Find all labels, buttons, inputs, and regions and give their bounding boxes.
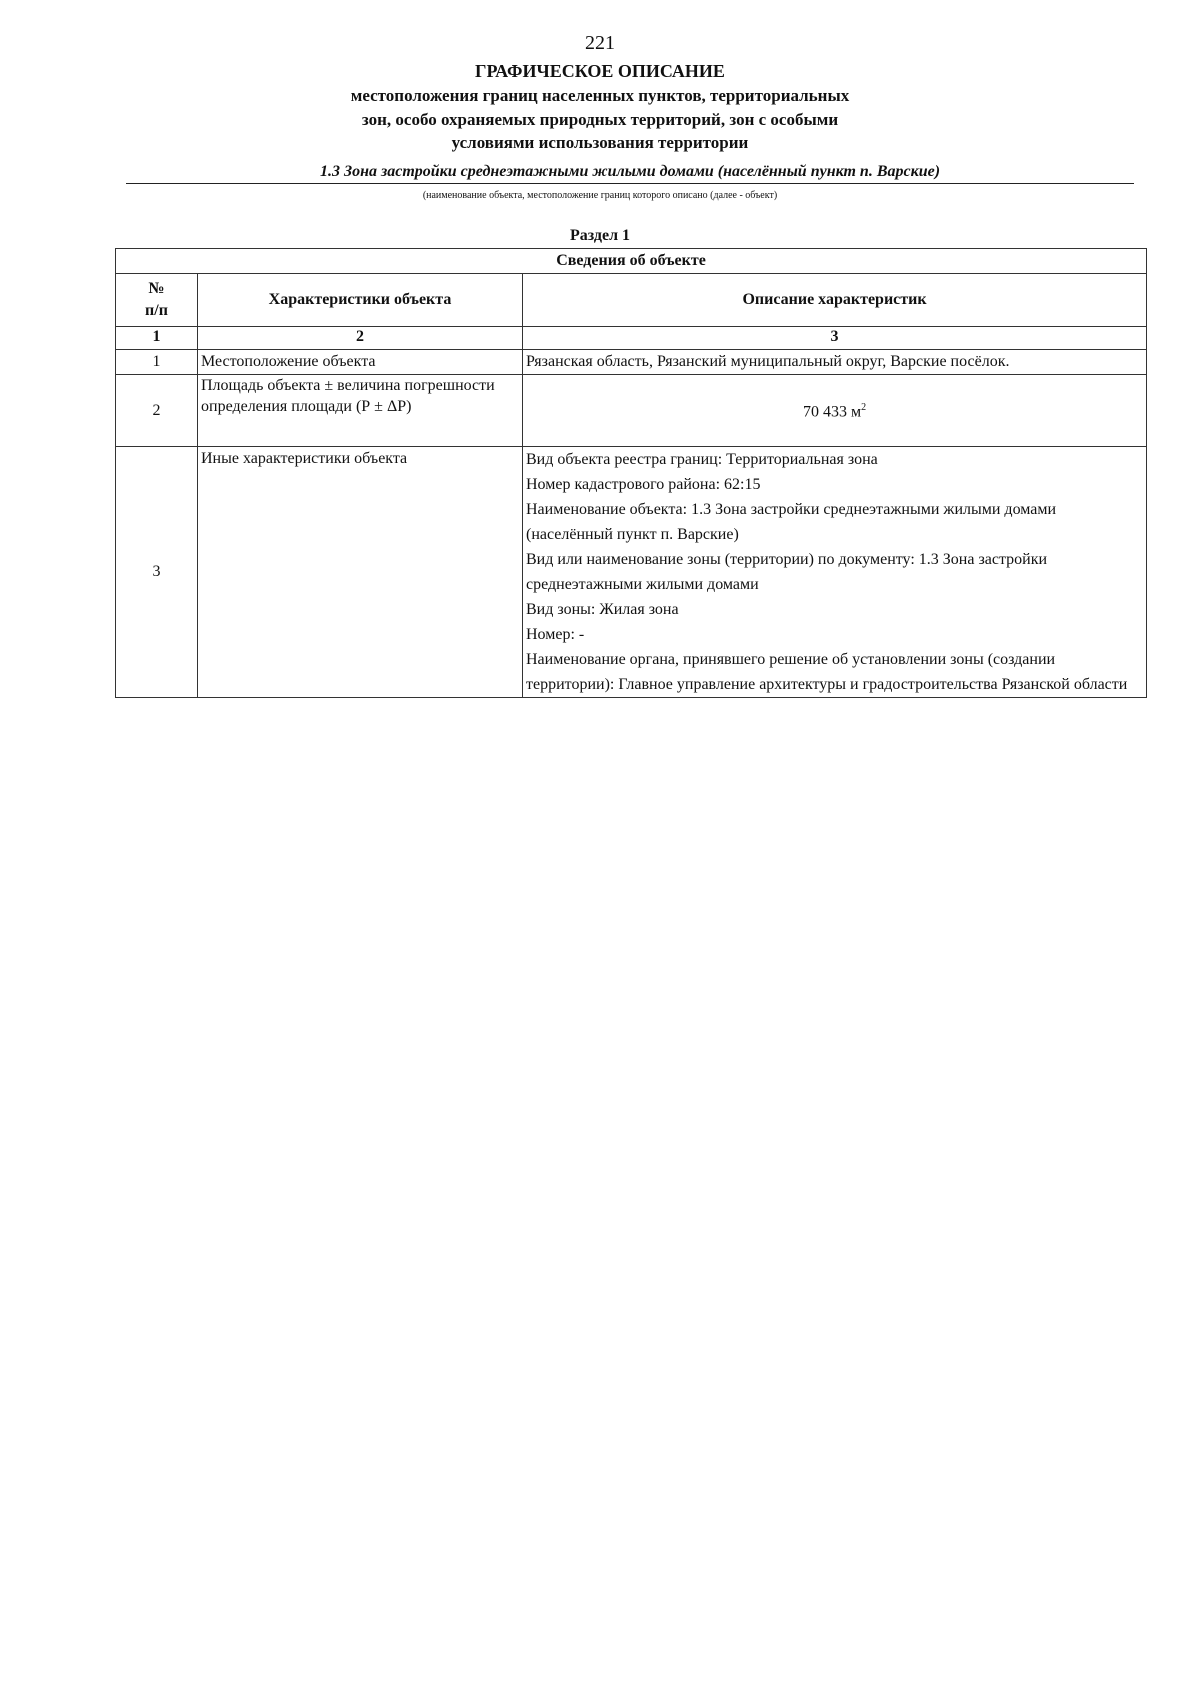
description-line: Наименование объекта: 1.3 Зона застройки среднеэтажными жилыми домами (населённый пункт п. Варские) [526, 501, 1057, 543]
document-title: ГРАФИЧЕСКОЕ ОПИСАНИЕ [475, 61, 725, 81]
subtitle-line: условиями использования территории [451, 133, 749, 152]
row-description: Рязанская область, Рязанский муниципальный округ, Варские посёлок. [523, 350, 1147, 375]
column-number: 1 [116, 327, 198, 350]
header-description: Описание характеристик [523, 274, 1147, 327]
description-line: Номер кадастрового района: 62:15 [526, 476, 761, 493]
page-number: 221 [585, 32, 615, 54]
header-number-line1: № [148, 280, 165, 297]
table-row [116, 375, 1147, 447]
column-number-row [116, 327, 1147, 350]
subtitle-line: зон, особо охраняемых природных территорий, зон с особыми [361, 109, 839, 129]
description-line: Вид объекта реестра границ: Территориальная зона [526, 451, 878, 468]
table-row [116, 350, 1147, 375]
section-title: Раздел 1 [569, 227, 631, 244]
object-name: 1.3 Зона застройки среднеэтажными жилыми домами (населённый пункт п. Варские) [126, 162, 1134, 184]
row-area-value [523, 375, 1147, 447]
area-unit-superscript: 2 [861, 402, 867, 414]
object-name-note: (наименование объекта, местоположение границ которого описано (далее - объект) [422, 190, 778, 201]
row-characteristic: Иные характеристики объекта [198, 447, 523, 698]
object-info-table [115, 248, 1147, 698]
table-header-row [116, 274, 1147, 327]
description-line: Вид зоны: Жилая зона [526, 601, 679, 618]
document-subtitle [0, 84, 1200, 155]
subtitle-line: местоположения границ населенных пунктов, территориальных [350, 86, 850, 105]
header-number-line2: п/п [145, 302, 168, 319]
description-line: Номер: - [526, 626, 585, 643]
table-caption: Сведения об объекте [116, 249, 1147, 274]
area-value: 70 433 м [802, 403, 862, 421]
column-number: 3 [523, 327, 1147, 350]
table-caption-row [116, 249, 1147, 274]
row-description-list [523, 447, 1147, 698]
row-number: 2 [116, 375, 198, 447]
column-number: 2 [198, 327, 523, 350]
description-line: Наименование органа, принявшего решение об установлении зоны (создании территории): Главное управление архитектуры и градостроительства Рязанской области [526, 651, 1128, 693]
row-number: 1 [116, 350, 198, 375]
row-number: 3 [116, 447, 198, 698]
table-row [116, 447, 1147, 698]
row-characteristic: Площадь объекта ± величина погрешности определения площади (Р ± ΔР) [198, 375, 523, 447]
description-line: Вид или наименование зоны (территории) по документу: 1.3 Зона застройки среднеэтажными жилыми домами [526, 551, 1048, 593]
header-characteristics: Характеристики объекта [198, 274, 523, 327]
header-number [116, 274, 198, 327]
row-characteristic: Местоположение объекта [198, 350, 523, 375]
